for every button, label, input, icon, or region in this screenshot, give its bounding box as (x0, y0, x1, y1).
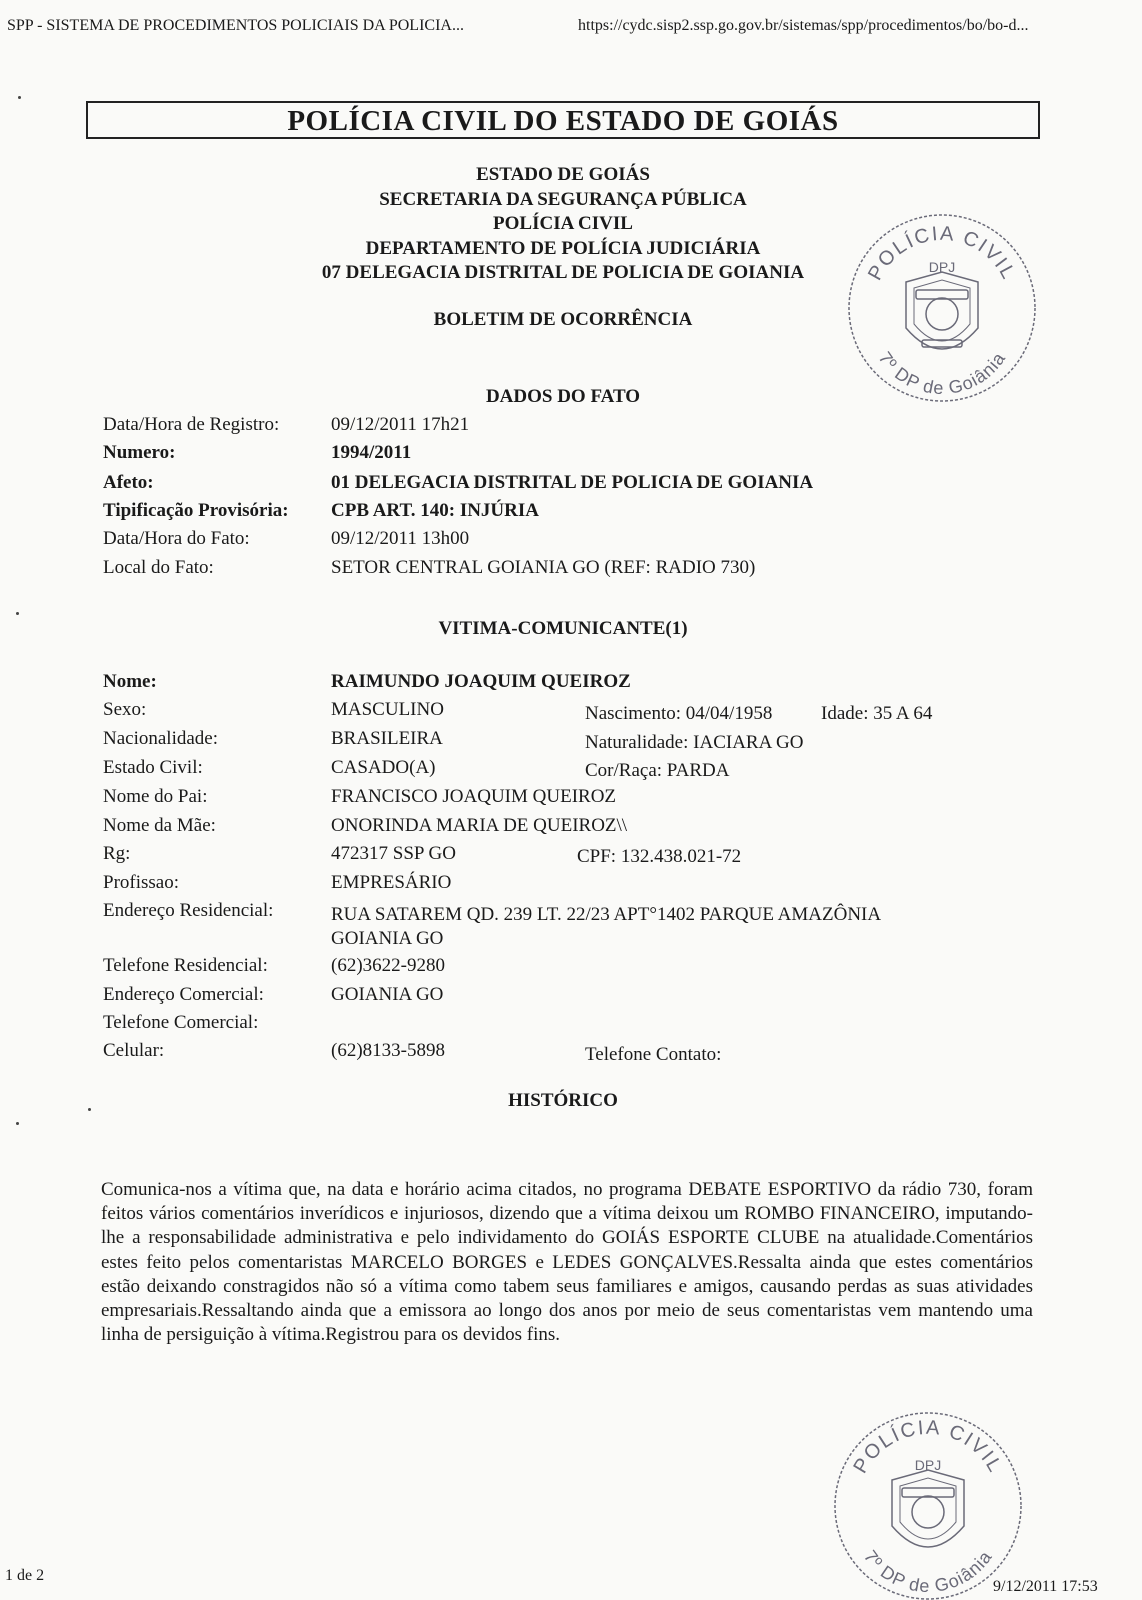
field-label: Telefone Residencial: (103, 955, 268, 976)
field-value: CPB ART. 140: INJÚRIA (331, 500, 539, 521)
field-value: GOIANIA GO (331, 984, 444, 1005)
field-label: Tipificação Provisória: (103, 500, 289, 521)
field-label: Estado Civil: (103, 757, 203, 778)
historico-text: Comunica-nos a vítima que, na data e horário acima citados, no programa DEBATE ESPORTIVO da rádio 730, foram feitos vários comentários inverídicos e injuriosos, dizendo que a vítima deixou um ROMBO FINANCEIRO, imputando-lhe a responsabilidade administrativa e pelo individamento do GOIÁS ESPORTE CLUBE na atualidade.Comentários estes feito pelos comentaristas MARCELO BORGES e LEDES GONÇALVES.Ressalta ainda que estes comentários estão deixando constragidos não só a vítima como tabem seus familiares e amigos, causando perdas as suas atividades empresariais.Ressaltando ainda que a emissora ao longo dos anos por meio de seus comentaristas vem mantendo uma linha de persiguição à vítima.Registrou para os devidos fins. (101, 1179, 1033, 1346)
organization-block (240, 163, 886, 286)
field-label: Data/Hora de Registro: (103, 414, 280, 435)
age: Idade: 35 A 64 (821, 703, 933, 724)
field-label: Afeto: (103, 472, 154, 493)
field-label: Sexo: (103, 699, 147, 720)
stamp-mid-text: DPJ (928, 259, 956, 275)
field-value: (62)3622-9280 (331, 955, 445, 976)
field-label: Nome: (103, 671, 157, 692)
org-line: POLÍCIA CIVIL (493, 213, 633, 234)
field-value: (62)8133-5898 (331, 1040, 445, 1061)
field-value: BRASILEIRA (331, 728, 443, 749)
document-title-box (86, 101, 1040, 139)
org-line: 07 DELEGACIA DISTRITAL DE POLICIA DE GOIANIA (321, 262, 805, 283)
section-heading-fato: DADOS DO FATO (485, 386, 641, 407)
print-url: https://cydc.sisp2.ssp.go.gov.br/sistemas/spp/procedimentos/bo/bo-d... (578, 17, 1029, 34)
print-page-title: SPP - SISTEMA DE PROCEDIMENTOS POLICIAIS DA POLICIA... (7, 17, 464, 34)
scan-speck (16, 1122, 19, 1125)
birth-date: Nascimento: 04/04/1958 (585, 703, 773, 724)
field-label: Telefone Contato: (585, 1044, 722, 1065)
page-number: 1 de 2 (5, 1567, 45, 1584)
section-heading-vitima: VITIMA-COMUNICANTE(1) (438, 618, 688, 639)
org-line: ESTADO DE GOIÁS (476, 164, 650, 185)
field-label: Nome do Pai: (103, 786, 208, 807)
police-stamp-bottom (830, 1408, 1026, 1600)
field-label: Celular: (103, 1040, 165, 1061)
field-label: Numero: (103, 442, 176, 463)
field-value: FRANCISCO JOAQUIM QUEIROZ (331, 786, 617, 807)
svg-text:7º DP de Goiânia (875, 348, 1010, 398)
victim-name: RAIMUNDO JOAQUIM QUEIROZ (331, 671, 631, 692)
field-value: MASCULINO (331, 699, 444, 720)
document-type: BOLETIM DE OCORRÊNCIA (433, 309, 693, 330)
field-label: Endereço Residencial: (103, 900, 274, 921)
field-label: Profissao: (103, 872, 179, 893)
police-stamp (844, 210, 1040, 406)
org-line: DEPARTAMENTO DE POLÍCIA JUDICIÁRIA (365, 237, 761, 259)
field-label: Local do Fato: (103, 557, 214, 578)
stamp-top-text: POLÍCIA CIVIL (849, 1416, 1007, 1478)
field-value: ONORINDA MARIA DE QUEIROZ\\ (331, 815, 628, 836)
document-title: POLÍCIA CIVIL DO ESTADO DE GOIÁS (287, 105, 839, 137)
stamp-graphic (835, 1413, 1021, 1599)
svg-text:7º DP de Goiânia (860, 1547, 996, 1597)
field-value: SETOR CENTRAL GOIANIA GO (REF: RADIO 730) (331, 557, 756, 578)
field-value: 472317 SSP GO (331, 843, 456, 864)
stamp-top-text: POLÍCIA CIVIL (864, 222, 1021, 285)
field-value: 09/12/2011 17h21 (331, 414, 470, 435)
field-value: CASADO(A) (331, 757, 436, 778)
field-label: Rg: (103, 843, 131, 864)
race: Cor/Raça: PARDA (585, 760, 730, 781)
stamp-mid-text: DPJ (914, 1457, 942, 1473)
print-datetime: 9/12/2011 17:53 (993, 1578, 1098, 1595)
scan-speck (88, 1108, 91, 1111)
field-value: 1994/2011 (331, 442, 412, 463)
org-line: SECRETARIA DA SEGURANÇA PÚBLICA (379, 188, 747, 210)
field-label: Telefone Comercial: (103, 1012, 259, 1033)
scan-speck (16, 612, 19, 615)
field-label: Nacionalidade: (103, 728, 219, 749)
scan-speck (18, 96, 21, 99)
field-label: Endereço Comercial: (103, 984, 264, 1005)
naturalidade: Naturalidade: IACIARA GO (585, 732, 804, 753)
stamp-bottom-text: 7º DP de Goiânia (874, 348, 1010, 399)
section-heading-historico: HISTÓRICO (508, 1090, 618, 1111)
field-value: EMPRESÁRIO (331, 872, 452, 893)
cpf: CPF: 132.438.021-72 (577, 846, 742, 867)
field-value: GOIANIA GO (331, 928, 444, 949)
field-value: 01 DELEGACIA DISTRITAL DE POLICIA DE GOIANIA (331, 472, 814, 493)
field-label: Data/Hora do Fato: (103, 528, 250, 549)
field-value: RUA SATAREM QD. 239 LT. 22/23 APT°1402 PARQUE AMAZÔNIA (331, 904, 882, 925)
stamp-bottom-text: 7º DP de Goiânia (859, 1546, 997, 1597)
field-label: Nome da Mãe: (103, 815, 216, 836)
field-value: 09/12/2011 13h00 (331, 528, 470, 549)
